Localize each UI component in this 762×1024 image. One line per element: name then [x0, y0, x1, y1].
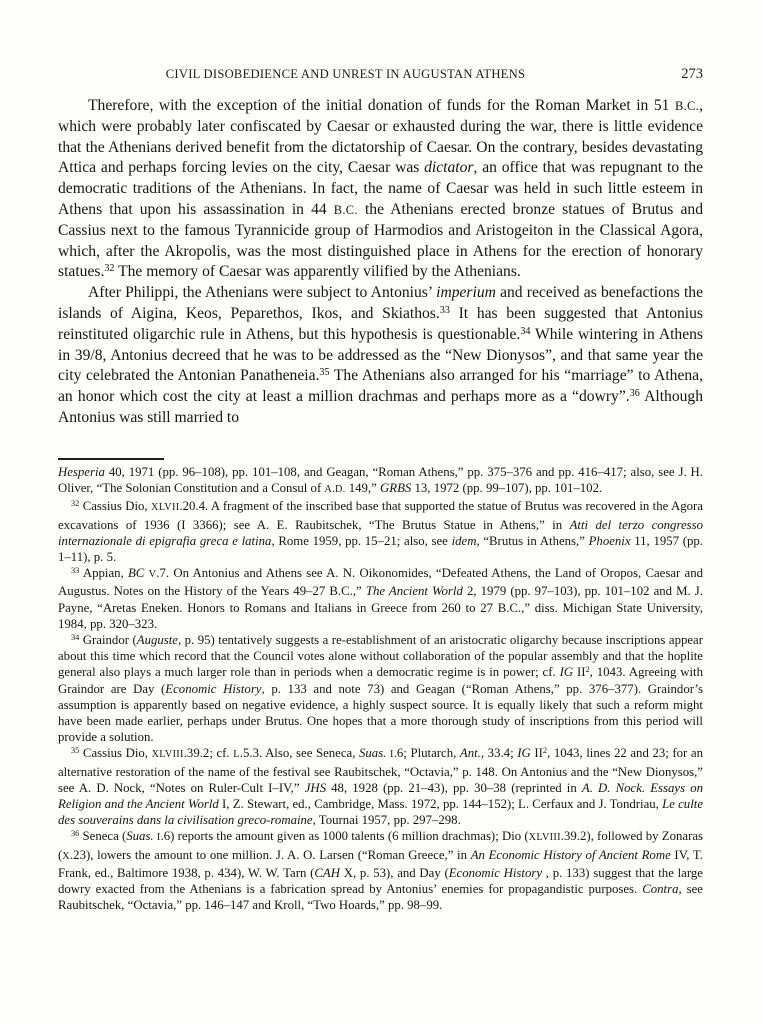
main-text-block: [58, 96, 703, 429]
paragraph-2: After Philippi, the Athenians were subject to Antonius’ imperium and received as benefactions the islands of Aigina, Keos, Peparethos, Ikos, and Skiathos.$^{33}$ It has been suggested that Antonius reinstituted oligarchic rule in Athens, but this hypothesis is questionable.$^{34}$ While wintering in Athens in 39/8, Antonius decreed that he was to be addressed as the “New Dionysos”, and that same year the city celebrated the Antonian Panatheneia.$^{35}$ The Athenians also arranged for his “marriage” to Athena, an honor which cost the city at least a million drachmas and perhaps more as a “dowry”.$^{36}$ Although Antonius was still married to: [58, 284, 704, 426]
running-head: [58, 66, 703, 83]
footnote-33: $^{33}$ Appian, BC V.7. On Antonius and Athens see A. N. Oikonomides, “Defeated Athens, the Land of Oropos, Caesar and Augustus. Notes on the History of the Years 49–27 B.C.,” The Ancient World 2, 1979 (pp. 97–103), pp. 101–102 and M. J. Payne, “Aretas Eneken. Honors to Romans and Italians in Greece from 260 to 27 B.C.,” diss. Michigan State University, 1984, pp. 320–323.: [58, 566, 703, 631]
footnote-36: $^{36}$ Seneca (Suas. I.6) reports the amount given as 1000 talents (6 million drachmas); Dio (XLVIII.39.2), followed by Zonaras (X.23), lowers the amount to one million. J. A. O. Larsen (“Roman Greece,” in An Economic History of Ancient Rome IV, T. Frank, ed., Baltimore 1938, p. 434), W. W. Tarn (CAH X, p. 53), and Day (Economic History , p. 133) suggest that the large dowry exacted from the Athenians is a fabrication spread by Antonius’ enemies for propagandistic purposes. Contra, see Raubitschek, “Octavia,” pp. 146–147 and Kroll, “Two Hoards,” pp. 98–99.: [58, 829, 703, 913]
page-title: CIVIL DISOBEDIENCE AND UNREST IN AUGUSTAN ATHENS: [165, 67, 526, 81]
footnote-34: $^{34}$ Graindor (Auguste, p. 95) tentatively suggests a re-establishment of an aristocratic oligarchy because inscriptions appear about this time which record that the Council votes alone without collaboration of the popular assembly and that the hoplite general also plays a much larger role than in periods when a democratic regime is in power; cf. IG $II^2$, 1043. Agreeing with Graindor are Day (Economic History, p. 133 and note 73) and Geagan (“Roman Athens,” pp. 376–377). Graindor’s assumption is apparently based on negative evidence, a highly suspect source. It is equally likely that such a reform might have been made earlier, perhaps under Brutus. One hopes that a more thorough study of inscriptions from this period will provide a solution.: [58, 632, 703, 745]
paragraph-1: Therefore, with the exception of the initial donation of funds for the Roman Market in 51 B.C., which were probably later confiscated by Caesar or exhausted during the war, there is little evidence that the Athenians derived benefit from the dictatorship of Caesar. On the contrary, besides devastating Attica and perhaps forcing levies on the city, Caesar was dictator, an office that was repugnant to the democratic traditions of the Athenians. In fact, the name of Caesar was held in such little esteem in Athens that upon his assassination in 44 B.C. the Athenians erected bronze statues of Brutus and Cassius next to the famous Tyrannicide group of Harmodios and Aristogeiton in the Classical Agora, which, after the Akropolis, was the most distinguished place in Athens for the erection of honorary statues.$^{32}$ The memory of Caesar was apparently vilified by the Athenians.: [58, 97, 703, 281]
footnote-32: $^{32}$ Cassius Dio, XLVII.20.4. A fragment of the inscribed base that supported the statue of Brutus was recovered in the Agora excavations of 1936 (I 3366); see A. E. Raubitschek, “The Brutus Statue in Athens,” in Atti del terzo congresso internazionale di epigrafia greca e latina, Rome 1959, pp. 15–21; also, see idem, “Brutus in Athens,” Phoenix 11, 1957 (pp. 1–11), p. 5.: [58, 499, 703, 565]
footnote-35: $^{35}$ Cassius Dio, XLVIII.39.2; cf. L.5.3. Also, see Seneca, Suas. I.6; Plutarch, Ant., 33.4; IG $II^2$, 1043, lines 22 and 23; for an alternative restoration of the name of the festival see Raubitschek, “Octavia,” p. 148. On Antonius and the “New Dionysos,” see A. D. Nock, “Notes on Ruler-Cult I–IV,” JHS 48, 1928 (pp. 21–43), pp. 30–38 (reprinted in A. D. Nock. Essays on Religion and the Ancient World I, Z. Stewart, ed., Cambridge, Mass. 1972, pp. 144–152); L. Cerfaux and J. Tondriau, Le culte des souverains dans la civilisation greco-romaine, Tournai 1957, pp. 297–298.: [58, 746, 703, 828]
footnotes-section: [58, 464, 703, 913]
page-number: 273: [681, 66, 703, 82]
footnote-continuation: Hesperia 40, 1971 (pp. 96–108), pp. 101–108, and Geagan, “Roman Athens,” pp. 375–376 and pp. 416–417; also, see J. H. Oliver, “The Solonian Constitution and a Consul of A.D. 149,” GRBS 13, 1972 (pp. 99–107), pp. 101–102.: [58, 465, 703, 496]
footnote-separator-rule: [58, 458, 164, 460]
